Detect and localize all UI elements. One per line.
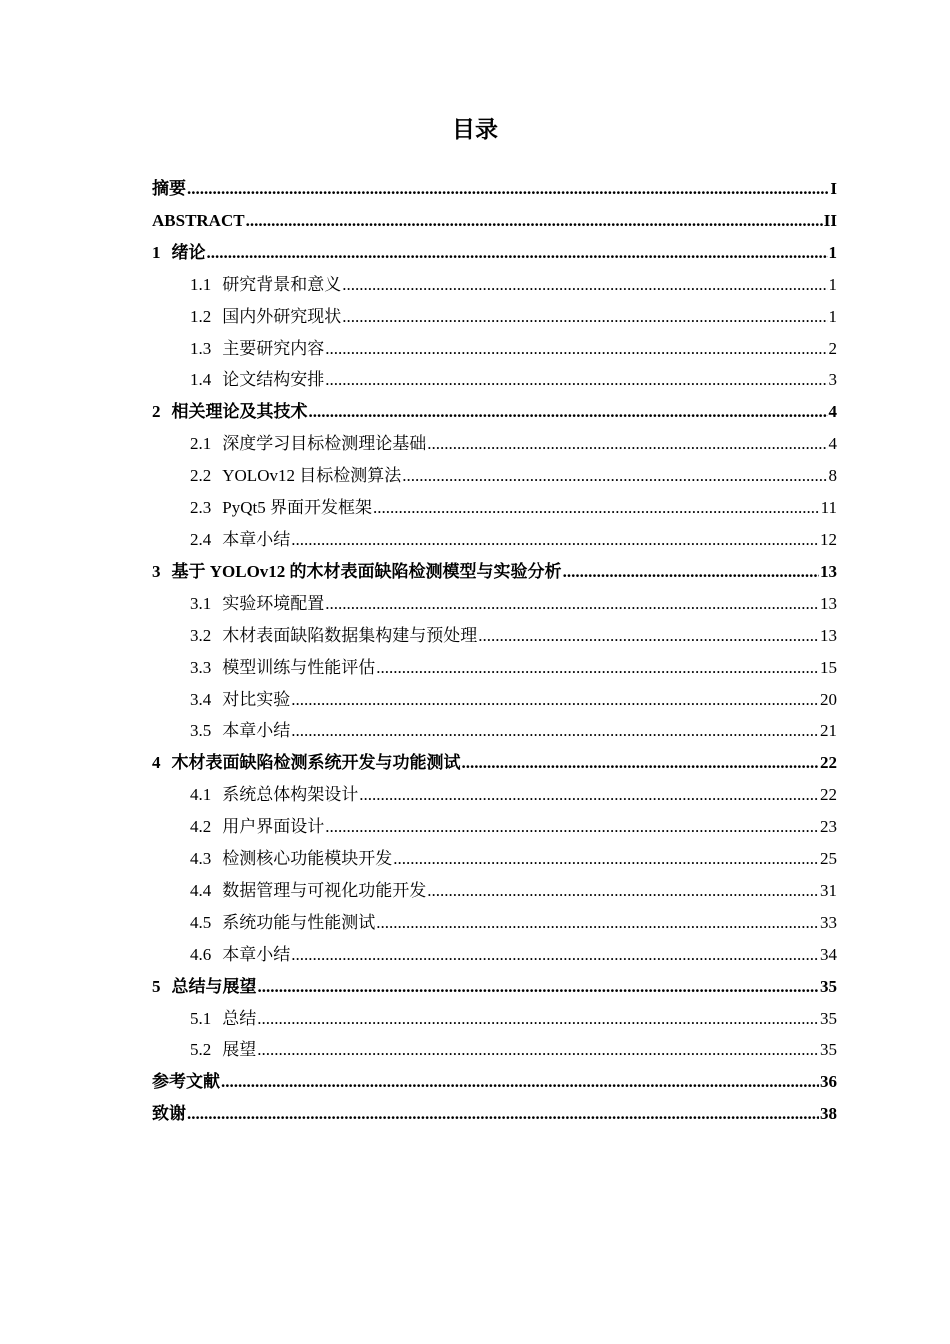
toc-entry[interactable] xyxy=(152,428,837,460)
dot-leader xyxy=(462,747,820,779)
toc-entry-number: 3.3 xyxy=(190,657,212,677)
toc-entry-text: 研究背景和意义 xyxy=(222,274,342,294)
toc-entry-number: 2.2 xyxy=(190,466,212,486)
toc-entry-page-number: 13 xyxy=(820,561,837,581)
toc-entry-number: 4.4 xyxy=(190,880,212,900)
toc-entry-number: 3.1 xyxy=(190,593,212,613)
toc-entry-text: 检测核心功能模块开发 xyxy=(222,849,393,869)
toc-entry-number: 1.1 xyxy=(190,274,212,294)
dot-leader xyxy=(373,492,820,524)
toc-entry[interactable] xyxy=(152,301,837,333)
toc-entry-page-number: 20 xyxy=(820,689,837,709)
toc-entry-text: 论文结构安排 xyxy=(222,370,325,390)
toc-entry-page-number: 15 xyxy=(820,657,837,677)
toc-entry-number: 2.3 xyxy=(190,498,212,518)
dot-leader xyxy=(393,843,819,875)
toc-entry-number: 1.2 xyxy=(190,306,212,326)
dot-leader xyxy=(187,173,829,205)
toc-entry-page-number: 13 xyxy=(820,593,837,613)
toc-entry-page-number: 4 xyxy=(828,434,837,454)
toc-entry-text: 本章小结 xyxy=(222,944,291,964)
toc-entry-number: 2.1 xyxy=(190,434,212,454)
toc-entry-page-number: 33 xyxy=(820,912,837,932)
toc-entry-page-number: 3 xyxy=(828,370,837,390)
toc-entry[interactable] xyxy=(152,492,837,524)
dot-leader xyxy=(291,939,819,971)
dot-leader xyxy=(563,556,819,588)
toc-entry-number: 5 xyxy=(152,976,161,996)
toc-entry-number: 3.5 xyxy=(190,721,212,741)
toc-entry[interactable] xyxy=(152,907,837,939)
dot-leader xyxy=(376,652,819,684)
toc-entry[interactable] xyxy=(152,205,837,237)
toc-entry-number: 2 xyxy=(152,402,161,422)
toc-entry[interactable] xyxy=(152,652,837,684)
toc-entry-page-number: 1 xyxy=(828,306,837,326)
toc-entry-text: 实验环境配置 xyxy=(222,593,325,613)
toc-entry-text: 系统功能与性能测试 xyxy=(222,912,376,932)
toc-entry-number: 5.2 xyxy=(190,1040,212,1060)
toc-entry-text: 总结与展望 xyxy=(171,976,257,996)
dot-leader xyxy=(207,237,828,269)
toc-entry[interactable] xyxy=(152,939,837,971)
dot-leader xyxy=(325,588,819,620)
toc-entry-number: 4 xyxy=(152,753,161,773)
dot-leader xyxy=(257,1003,819,1035)
toc-title: 目录 xyxy=(452,117,498,143)
toc-entry-page-number: 22 xyxy=(820,753,837,773)
toc-entry-page-number: 31 xyxy=(820,880,837,900)
toc-entry[interactable] xyxy=(152,715,837,747)
toc-entry-text: 用户界面设计 xyxy=(222,817,325,837)
toc-entry-text: ABSTRACT xyxy=(152,210,245,230)
toc-entry-number: 4.6 xyxy=(190,944,212,964)
toc-entry[interactable] xyxy=(152,747,837,779)
toc-entry-text: 相关理论及其技术 xyxy=(171,402,308,422)
toc-entry-page-number: 11 xyxy=(820,498,837,518)
toc-entry-page-number: 1 xyxy=(828,274,837,294)
toc-list xyxy=(152,173,837,1130)
dot-leader xyxy=(376,907,819,939)
dot-leader xyxy=(427,428,827,460)
toc-entry-text: 绪论 xyxy=(171,242,206,262)
toc-entry[interactable] xyxy=(152,1034,837,1066)
dot-leader xyxy=(291,715,819,747)
toc-entry-text: 对比实验 xyxy=(222,689,291,709)
toc-entry[interactable] xyxy=(152,460,837,492)
toc-entry[interactable] xyxy=(152,620,837,652)
toc-entry-page-number: 34 xyxy=(820,944,837,964)
dot-leader xyxy=(342,269,827,301)
toc-entry[interactable] xyxy=(152,875,837,907)
toc-entry[interactable] xyxy=(152,811,837,843)
toc-entry-page-number: 2 xyxy=(828,338,837,358)
toc-entry-number: 1 xyxy=(152,242,161,262)
dot-leader xyxy=(402,460,827,492)
toc-entry[interactable] xyxy=(152,684,837,716)
toc-entry[interactable] xyxy=(152,1066,837,1098)
toc-entry[interactable] xyxy=(152,524,837,556)
dot-leader xyxy=(427,875,819,907)
dot-leader xyxy=(258,971,820,1003)
toc-entry-text: 模型训练与性能评估 xyxy=(222,657,376,677)
dot-leader xyxy=(291,524,819,556)
toc-entry[interactable] xyxy=(152,971,837,1003)
toc-entry-page-number: 21 xyxy=(820,721,837,741)
toc-entry-page-number: 35 xyxy=(820,1008,837,1028)
toc-entry[interactable] xyxy=(152,237,837,269)
toc-entry-page-number: 8 xyxy=(828,466,837,486)
dot-leader xyxy=(246,205,823,237)
toc-entry-number: 5.1 xyxy=(190,1008,212,1028)
toc-entry-text: 数据管理与可视化功能开发 xyxy=(222,880,427,900)
dot-leader xyxy=(187,1098,819,1130)
toc-entry-text: 基于 YOLOv12 的木材表面缺陷检测模型与实验分析 xyxy=(171,561,562,581)
toc-entry-text: 木材表面缺陷数据集构建与预处理 xyxy=(222,625,478,645)
toc-entry-page-number: 4 xyxy=(828,402,837,422)
toc-entry-page-number: 35 xyxy=(820,1040,837,1060)
toc-entry-page-number: 23 xyxy=(820,817,837,837)
toc-entry-text: 参考文献 xyxy=(152,1072,220,1092)
toc-entry-text: 摘要 xyxy=(152,179,186,198)
toc-entry-number: 4.2 xyxy=(190,817,212,837)
toc-entry-number: 3.4 xyxy=(190,689,212,709)
toc-entry-page-number: 36 xyxy=(820,1072,837,1092)
toc-entry-text: YOLOv12 目标检测算法 xyxy=(222,466,402,486)
toc-entry-page-number: 1 xyxy=(828,242,837,262)
toc-entry-number: 4.1 xyxy=(190,785,212,805)
toc-entry-text: 展望 xyxy=(222,1040,257,1060)
toc-entry-number: 4.5 xyxy=(190,912,212,932)
toc-entry[interactable] xyxy=(152,588,837,620)
dot-leader xyxy=(359,779,819,811)
toc-entry-text: 系统总体构架设计 xyxy=(222,785,359,805)
toc-entry-number: 3 xyxy=(152,561,161,581)
dot-leader xyxy=(478,620,819,652)
dot-leader xyxy=(221,1066,819,1098)
toc-entry-page-number: 38 xyxy=(820,1104,837,1124)
dot-leader xyxy=(325,811,819,843)
dot-leader xyxy=(325,364,827,396)
toc-entry[interactable] xyxy=(152,1003,837,1035)
toc-entry-text: 国内外研究现状 xyxy=(222,306,342,326)
toc-entry-page-number: 35 xyxy=(820,976,837,996)
toc-entry-number: 2.4 xyxy=(190,529,212,549)
toc-entry-page-number: 25 xyxy=(820,849,837,869)
toc-entry[interactable] xyxy=(152,779,837,811)
toc-entry[interactable] xyxy=(152,843,837,875)
dot-leader xyxy=(291,684,819,716)
toc-entry-page-number: 22 xyxy=(820,785,837,805)
toc-entry-text: 致谢 xyxy=(152,1104,186,1124)
toc-entry-text: 深度学习目标检测理论基础 xyxy=(222,434,427,454)
toc-entry-page-number: 12 xyxy=(820,529,837,549)
toc-entry-text: 本章小结 xyxy=(222,529,291,549)
dot-leader xyxy=(342,301,827,333)
toc-entry-text: 总结 xyxy=(222,1008,257,1028)
toc-entry-text: 主要研究内容 xyxy=(222,338,325,358)
toc-entry[interactable] xyxy=(152,1098,837,1130)
toc-entry-text: 木材表面缺陷检测系统开发与功能测试 xyxy=(171,753,461,773)
toc-entry-text: PyQt5 界面开发框架 xyxy=(222,498,372,518)
toc-entry-number: 3.2 xyxy=(190,625,212,645)
toc-entry[interactable] xyxy=(152,396,837,428)
toc-entry-number: 4.3 xyxy=(190,849,212,869)
toc-entry-page-number: 13 xyxy=(820,625,837,645)
toc-entry[interactable] xyxy=(152,556,837,588)
toc-entry-page-number: I xyxy=(830,179,837,198)
toc-entry-page-number: II xyxy=(823,210,837,230)
toc-entry[interactable] xyxy=(152,333,837,365)
toc-entry[interactable] xyxy=(152,173,837,205)
toc-entry[interactable] xyxy=(152,269,837,301)
toc-entry[interactable] xyxy=(152,364,837,396)
dot-leader xyxy=(309,396,828,428)
toc-entry-number: 1.3 xyxy=(190,338,212,358)
toc-entry-number: 1.4 xyxy=(190,370,212,390)
dot-leader xyxy=(257,1034,819,1066)
dot-leader xyxy=(325,333,827,365)
toc-entry-text: 本章小结 xyxy=(222,721,291,741)
